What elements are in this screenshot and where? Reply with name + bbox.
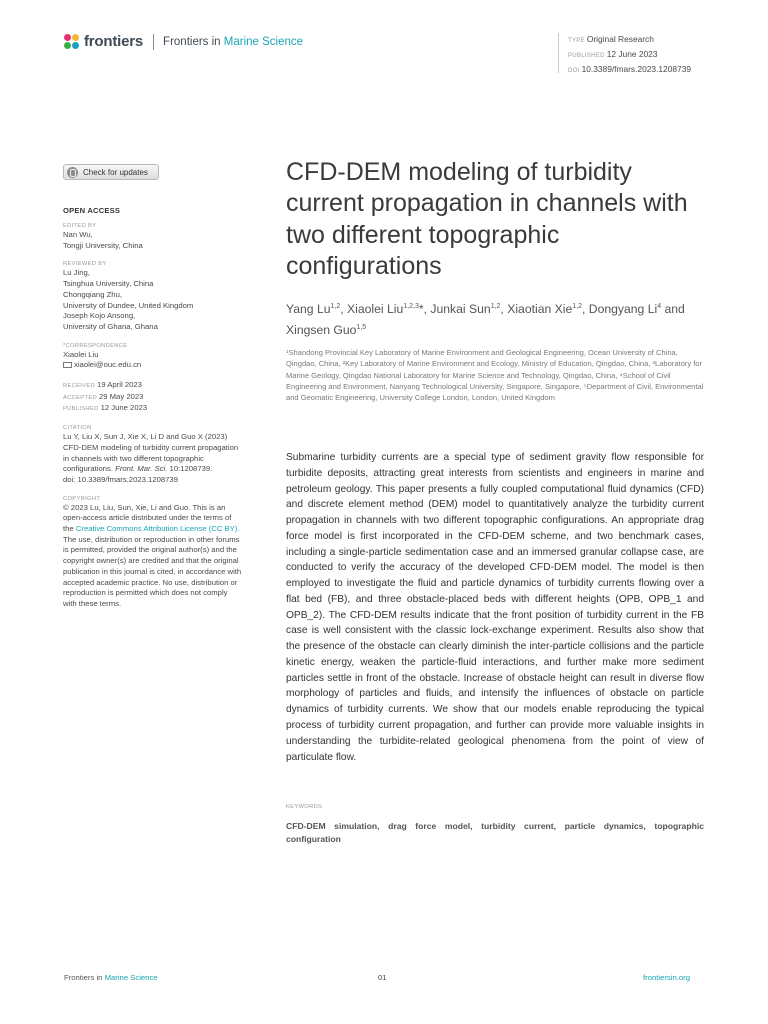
published-date: PUBLISHED 12 June 2023 xyxy=(63,403,148,413)
correspondence: Xiaolei Liu xiaolei@ouc.edu.cn xyxy=(63,350,243,371)
received-date: RECEIVED 19 April 2023 xyxy=(63,380,142,390)
meta-published: PUBLISHED 12 June 2023 xyxy=(568,49,658,59)
author[interactable]: Yang Lu$^{1,2}$ xyxy=(286,302,341,316)
author[interactable]: Xingsen Guo$^{1,5}$ xyxy=(286,322,367,337)
open-access-label: OPEN ACCESS xyxy=(63,206,121,215)
correspondence-label: *CORRESPONDENCE xyxy=(63,342,128,349)
accepted-date: ACCEPTED 29 May 2023 xyxy=(63,391,144,401)
author[interactable]: Dongyang Li$^4$ xyxy=(588,302,662,316)
journal-name[interactable]: Frontiers in Marine Science xyxy=(163,35,304,48)
check-updates-button[interactable]: Check for updates xyxy=(63,164,159,180)
frontiers-logo-icon xyxy=(64,34,80,50)
check-updates-icon xyxy=(67,167,78,178)
mail-icon xyxy=(63,362,72,368)
footer-journal[interactable]: Frontiers in Marine Science xyxy=(64,973,158,982)
meta-type: TYPE Original Research xyxy=(568,34,654,44)
author[interactable]: Xiaotian Xie$^{1,2}$ xyxy=(507,302,582,316)
keywords-label: KEYWORDS xyxy=(286,804,323,810)
copyright: © 2023 Lu, Liu, Sun, Xie, Li and Guo. This is an open-access article distributed under the terms of the Creative Commons Attribution License (CC BY). The use, distribution or reproduction in other forums is permitted, provided the original author(s) and the copyright owner(s) are credited and that the original publication in this journal is cited, in accordance with accepted academic practice. No use, distribution or reproduction is permitted which does not comply with these terms. xyxy=(63,502,242,608)
abstract: Submarine turbidity currents are a special type of sediment gravity flow responsible for turbidite deposits, attracting great interests from scientists and engineers in marine and petroleum geology. This paper presents a fully coupled computational fluid dynamics (CFD) and discrete element method (DEM) model to quantitatively analyze the turbidity current propagation in channels with two different topographic configurations. An appropriate drag force model is first incorporated in the CFD-DEM scheme, and two benchmark cases, including a single-particle sedimentation case and an immersed granular collapse case, are conducted to verify the accuracy of the developed CFD-DEM model. The model is then employed to investigate the fluid and particle dynamics of turbidity currents flowing over a flat bed (FB), and three obstacle-placed beds with different heights (OPB, OPB_1 and OPB_2). The CFD-DEM results indicate that the front position of turbidity current in the FB case is well consistent with the classic lock-exchange experiment. Results also show that the presence of the obstacle can clearly diminish the inter-particle collisions and the particle kinetic energy, weaken the particle-fluid interactions, and further make more sediment particles settle in front of the obstacle. Increase of obstacle height can result in diverse flow morphology of particles and fluids, and intensify the influences of obstacle on particle dynamics of turbidity currents. We show that our models enable reproducing the typical process of turbidity current propagation, and further can provide more valuable insights in understanding the turbidite-related geological phenomena from the point of view of particulate flow. xyxy=(286,452,704,763)
article-title: CFD-DEM modeling of turbidity current propagation in channels with two different topographic configurations xyxy=(286,158,688,280)
author-list: Yang Lu$^{1,2}$, Xiaolei Liu$^{1,2,3}$*, Junkai Sun$^{1,2}$, Xiaotian Xie$^{1,2}$, Dongyang Li$^4$ and Xingsen Guo$^{1,5}$ xyxy=(286,302,685,337)
email-link[interactable]: xiaolei@ouc.edu.cn xyxy=(63,360,243,371)
author[interactable]: Junkai Sun$^{1,2}$ xyxy=(430,302,501,316)
article-meta xyxy=(558,33,691,73)
reviewed-by: Lu Jing, Tsinghua University, China Chongqiang Zhu, University of Dundee, United Kingdom Joseph Kojo Ansong, University of Ghana, Ghana xyxy=(63,268,194,331)
edited-by: Nan Wu, Tongji University, China xyxy=(63,230,143,250)
copyright-label: COPYRIGHT xyxy=(63,495,101,502)
sidebar xyxy=(63,164,243,610)
affiliations: ¹Shandong Provincial Key Laboratory of Marine Environment and Geological Engineering, Ocean University of China, Qingdao, China, ²Key Laboratory of Marine Environment and Ecology, Ministry of Education, Qingdao, China, ³Laboratory for Marine Geology, Qingdao National Laboratory for Marine Science and Technology, Qingdao, China, ⁴School of Civil Engineering and Environment, Nanyang Technological University, Singapore, Singapore, ⁵Department of Civil, Environmental and Geomatic Engineering, University College London, London, United Kingdom xyxy=(286,348,704,403)
publisher-name: frontiers xyxy=(84,33,144,50)
citation: Lu Y, Liu X, Sun J, Xie X, Li D and Guo X (2023) CFD-DEM modeling of turbidity current propagation in channels with two different topographic configurations. Front. Mar. Sci. 10:1208739. doi: 10.3389/fmars.2023.1208739 xyxy=(63,432,239,484)
citation-label: CITATION xyxy=(63,425,92,432)
page-number: 01 xyxy=(378,973,387,982)
logo-divider xyxy=(153,34,154,50)
footer-site-link[interactable]: frontiersin.org xyxy=(643,973,690,982)
meta-doi[interactable]: DOI 10.3389/fmars.2023.1208739 xyxy=(568,64,692,74)
keywords: CFD-DEM simulation, drag force model, turbidity current, particle dynamics, topographic configuration xyxy=(286,821,704,844)
dates xyxy=(63,380,243,415)
reviewed-by-label: REVIEWED BY xyxy=(63,261,107,268)
author[interactable]: Xiaolei Liu$^{1,2,3}$ xyxy=(347,302,419,316)
publisher-logo[interactable] xyxy=(64,33,303,50)
cc-license-link[interactable]: Creative Commons Attribution License (CC BY). xyxy=(75,524,240,534)
edited-by-label: EDITED BY xyxy=(63,223,97,229)
